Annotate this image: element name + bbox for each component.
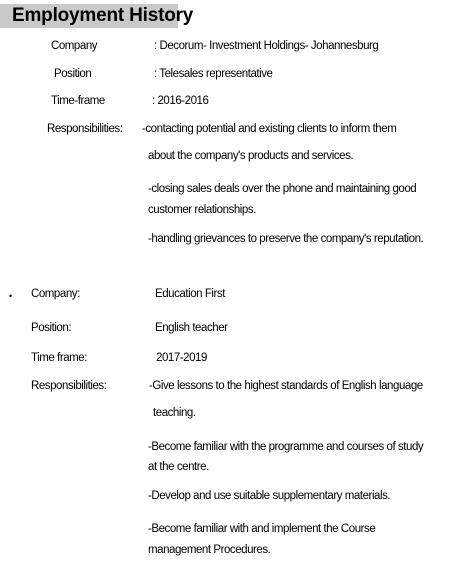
job1-position-label: Position bbox=[54, 68, 92, 80]
job1-company-label: Company bbox=[51, 40, 98, 52]
job1-responsibility-line: customer relationships. bbox=[148, 204, 256, 216]
job2-position-label: Position: bbox=[31, 322, 72, 334]
job1-position-value: : Telesales representative bbox=[154, 68, 273, 80]
job2-timeframe-label: Time frame: bbox=[31, 352, 87, 364]
job1-timeframe-value: : 2016-2016 bbox=[152, 95, 209, 107]
job2-company-value: Education First bbox=[155, 288, 225, 300]
job2-responsibility-line: teaching. bbox=[153, 407, 196, 419]
job1-responsibility-line: -handling grievances to preserve the company's reputation. bbox=[148, 233, 424, 245]
job2-responsibilities-label: Responsibilities: bbox=[31, 380, 107, 392]
job1-responsibility-line: about the company's products and services. bbox=[148, 150, 354, 162]
job1-responsibility-line: -contacting potential and existing clients to inform them bbox=[142, 123, 397, 135]
job2-responsibility-line: -Develop and use suitable supplementary materials. bbox=[148, 490, 391, 502]
job2-responsibility-line: management Procedures. bbox=[148, 544, 271, 556]
job2-responsibility-line: -Give lessons to the highest standards of English language bbox=[149, 380, 423, 392]
job1-responsibility-line: -closing sales deals over the phone and maintaining good bbox=[148, 183, 417, 195]
job2-timeframe-value: 2017-2019 bbox=[156, 352, 207, 364]
job1-company-value: : Decorum- Investment Holdings- Johannesburg bbox=[154, 40, 379, 52]
job2-responsibility-line: -Become familiar with and implement the Course bbox=[148, 523, 376, 535]
job2-company-label: Company: bbox=[31, 288, 80, 300]
bullet-marker: • bbox=[9, 291, 13, 301]
job2-responsibility-line: -Become familiar with the programme and courses of study bbox=[148, 441, 424, 453]
job1-timeframe-label: Time-frame bbox=[51, 95, 105, 107]
job2-position-value: English teacher bbox=[155, 322, 228, 334]
job1-responsibilities-label: Responsibilities: bbox=[47, 123, 123, 135]
job2-responsibility-line: at the centre. bbox=[148, 461, 209, 473]
section-heading: Employment History bbox=[12, 5, 194, 26]
